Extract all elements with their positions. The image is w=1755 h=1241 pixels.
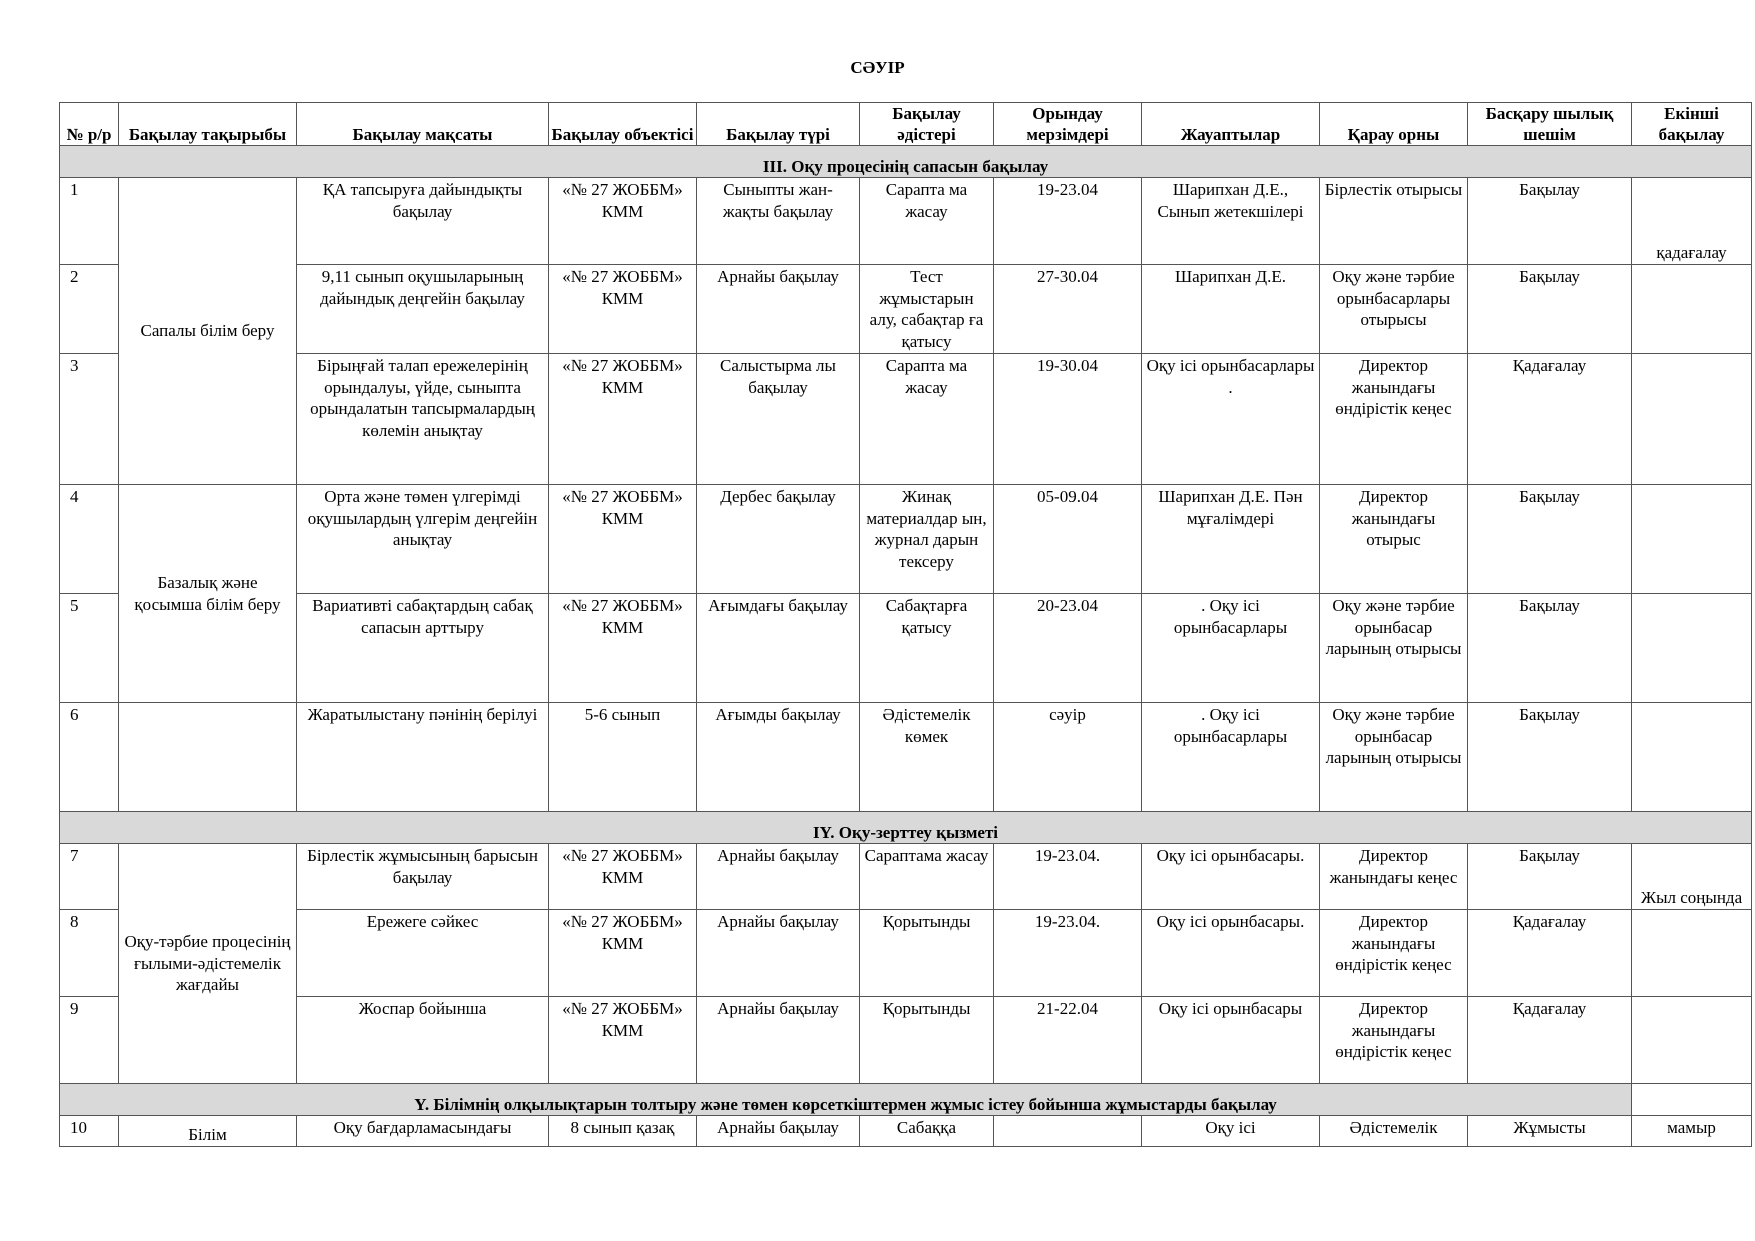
section-blank-cell [1632,1084,1752,1116]
row-second [1632,703,1752,812]
row-num: 7 [60,844,119,910]
row-responsible: Оқу ісі орынбасары [1142,997,1320,1084]
row-type: Арнайы бақылау [697,1116,860,1147]
row-method: Сабақтарға қатысу [860,594,994,703]
row-responsible: Оқу ісі орынбасарлары . [1142,354,1320,485]
header-goal: Бақылау мақсаты [297,103,549,146]
row-goal: ҚА тапсыруға дайындықты бақылау [297,178,549,265]
table-row [60,354,1752,485]
row-method: Әдістемелік көмек [860,703,994,812]
row-venue: Директор жанындағы өндірістік кеңес [1320,354,1468,485]
row-deadline: 21-22.04 [994,997,1142,1084]
row-venue: Оқу және тәрбие орынбасар ларының отырысы [1320,703,1468,812]
row-deadline: 19-23.04. [994,844,1142,910]
row-responsible: Шарипхан Д.Е. [1142,265,1320,354]
row-type: Ағымдағы бақылау [697,594,860,703]
row-deadline: 20-23.04 [994,594,1142,703]
row-decision: Бақылау [1468,485,1632,594]
row-method: Сарапта ма жасау [860,178,994,265]
row-second: қадағалау [1632,178,1752,265]
table-row [60,1116,1752,1147]
row-topic: Оқу-тәрбие процесінің ғылыми-әдістемелік жағдайы [119,844,297,1084]
row-venue: Директор жанындағы кеңес [1320,844,1468,910]
row-decision: Жұмысты [1468,1116,1632,1147]
row-num: 9 [60,997,119,1084]
row-type: Ағымды бақылау [697,703,860,812]
row-object: 5-6 сынып [549,703,697,812]
row-type: Арнайы бақылау [697,844,860,910]
row-second [1632,594,1752,703]
row-second [1632,485,1752,594]
row-topic: Сапалы білім беру [119,178,297,485]
row-venue: Директор жанындағы өндірістік кеңес [1320,910,1468,997]
row-second [1632,354,1752,485]
row-venue: Оқу және тәрбие орынбасарлары отырысы [1320,265,1468,354]
header-topic: Бақылау тақырыбы [119,103,297,146]
row-responsible: . Оқу ісі орынбасарлары [1142,703,1320,812]
row-num: 3 [60,354,119,485]
row-type: Арнайы бақылау [697,997,860,1084]
row-num: 10 [60,1116,119,1147]
header-type: Бақылау түрі [697,103,860,146]
row-method: Сарапта ма жасау [860,354,994,485]
row-deadline: 27-30.04 [994,265,1142,354]
row-decision: Бақылау [1468,178,1632,265]
section-heading: Y. Білімнің олқылықтарын толтыру және төмен көрсеткіштермен жұмыс істеу бойынша жұмыстарды бақылау [60,1084,1632,1116]
header-object: Бақылау объектісі [549,103,697,146]
row-venue: Директор жанындағы өндірістік кеңес [1320,997,1468,1084]
table-row [60,844,1752,910]
row-method: Сабаққа [860,1116,994,1147]
row-responsible: Оқу ісі орынбасары. [1142,844,1320,910]
table-row [60,265,1752,354]
row-goal: 9,11 сынып оқушыларының дайындық деңгейін бақылау [297,265,549,354]
header-responsible: Жауаптылар [1142,103,1320,146]
row-topic: Базалық және қосымша білім беру [119,485,297,703]
row-topic: Білім [119,1116,297,1147]
row-venue: Директор жанындағы отырыс [1320,485,1468,594]
header-method: Бақылау әдістері [860,103,994,146]
row-decision: Бақылау [1468,265,1632,354]
table-row [60,703,1752,812]
row-goal: Вариативті сабақтардың сабақ сапасын арттыру [297,594,549,703]
header-deadline: Орындау мерзімдері [994,103,1142,146]
header-second: Екінші бақылау [1632,103,1752,146]
section-heading: ІІІ. Оқу процесінің сапасын бақылау [60,146,1752,178]
row-type: Дербес бақылау [697,485,860,594]
row-goal: Ережеге сәйкес [297,910,549,997]
row-method: Сараптама жасау [860,844,994,910]
row-type: Салыстырма лы бақылау [697,354,860,485]
header-venue: Қарау орны [1320,103,1468,146]
section-row [60,812,1752,844]
row-deadline [994,1116,1142,1147]
row-object: «№ 27 ЖОББМ» КММ [549,594,697,703]
row-venue: Бірлестік отырысы [1320,178,1468,265]
header-num: № р/р [60,103,119,146]
header-row [60,103,1752,146]
row-decision: Қадағалау [1468,997,1632,1084]
row-num: 2 [60,265,119,354]
row-method: Жинақ материалдар ын, журнал дарын тексеру [860,485,994,594]
row-second: Жыл соңында [1632,844,1752,910]
row-goal: Оқу бағдарламасындағы [297,1116,549,1147]
page-title: СӘУІР [850,58,905,77]
row-type: Арнайы бақылау [697,265,860,354]
row-deadline: 19-23.04 [994,178,1142,265]
row-decision: Қадағалау [1468,910,1632,997]
row-venue: Әдістемелік [1320,1116,1468,1147]
row-second: мамыр [1632,1116,1752,1147]
table-row [60,594,1752,703]
row-goal: Бірыңғай талап ережелерінің орындалуы, үйде, сыныпта орындалатын тапсырмалардың көлемін анықтау [297,354,549,485]
row-decision: Қадағалау [1468,354,1632,485]
section-heading: ІY. Оқу-зерттеу қызметі [60,812,1752,844]
row-deadline: 19-23.04. [994,910,1142,997]
row-object: «№ 27 ЖОББМ» КММ [549,844,697,910]
control-plan-table [59,102,1752,1147]
row-method: Қорытынды [860,997,994,1084]
row-type: Арнайы бақылау [697,910,860,997]
row-responsible: Оқу ісі [1142,1116,1320,1147]
row-object: «№ 27 ЖОББМ» КММ [549,354,697,485]
row-num: 6 [60,703,119,812]
row-second [1632,997,1752,1084]
row-object: «№ 27 ЖОББМ» КММ [549,910,697,997]
row-decision: Бақылау [1468,594,1632,703]
row-deadline: сәуір [994,703,1142,812]
row-topic-empty [119,703,297,812]
row-second [1632,910,1752,997]
row-method: Қорытынды [860,910,994,997]
row-num: 1 [60,178,119,265]
row-responsible: Шарипхан Д.Е., Сынып жетекшілері [1142,178,1320,265]
row-num: 5 [60,594,119,703]
row-goal: Жаратылыстану пәнінің берілуі [297,703,549,812]
row-deadline: 05-09.04 [994,485,1142,594]
row-num: 4 [60,485,119,594]
row-venue: Оқу және тәрбие орынбасар ларының отырысы [1320,594,1468,703]
row-object: «№ 27 ЖОББМ» КММ [549,178,697,265]
row-method: Тест жұмыстарын алу, сабақтар ға қатысу [860,265,994,354]
row-object: «№ 27 ЖОББМ» КММ [549,485,697,594]
row-object: «№ 27 ЖОББМ» КММ [549,265,697,354]
row-type: Сыныпты жан-жақты бақылау [697,178,860,265]
row-goal: Бірлестік жұмысының барысын бақылау [297,844,549,910]
table-row [60,178,1752,265]
row-decision: Бақылау [1468,703,1632,812]
row-object: «№ 27 ЖОББМ» КММ [549,997,697,1084]
row-responsible: . Оқу ісі орынбасарлары [1142,594,1320,703]
row-goal: Жоспар бойынша [297,997,549,1084]
table-row [60,485,1752,594]
row-responsible: Оқу ісі орынбасары. [1142,910,1320,997]
row-second [1632,265,1752,354]
row-object: 8 сынып қазақ [549,1116,697,1147]
row-responsible: Шарипхан Д.Е. Пән мұғалімдері [1142,485,1320,594]
header-decision: Басқару шылық шешім [1468,103,1632,146]
table-row [60,910,1752,997]
section-row [60,146,1752,178]
row-decision: Бақылау [1468,844,1632,910]
row-deadline: 19-30.04 [994,354,1142,485]
table-row [60,997,1752,1084]
row-num: 8 [60,910,119,997]
row-goal: Орта және төмен үлгерімді оқушылардың үлгерім деңгейін анықтау [297,485,549,594]
section-row [60,1084,1752,1116]
